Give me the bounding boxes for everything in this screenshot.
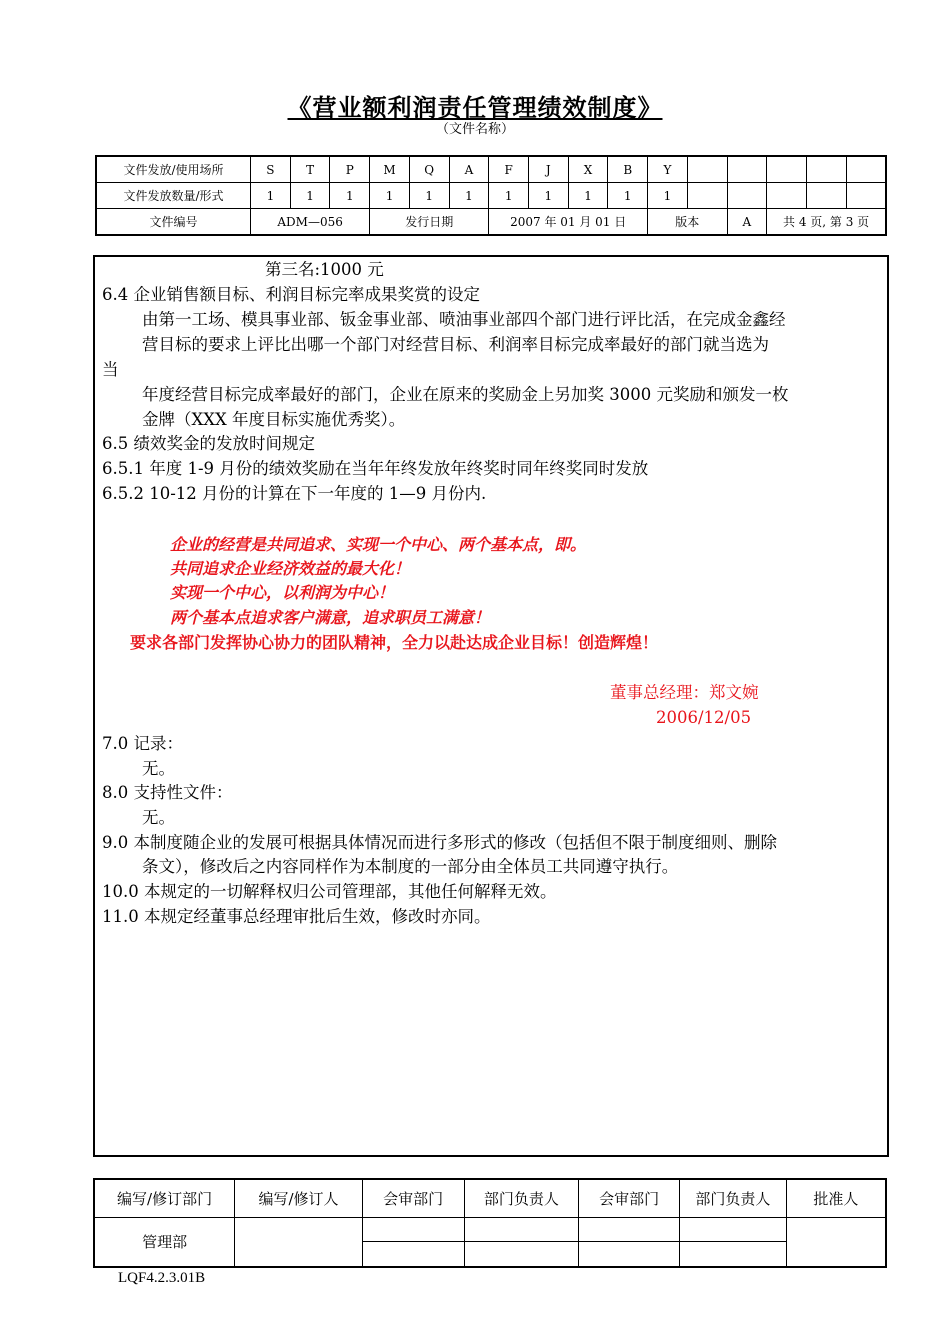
quantity-cell: 1 (528, 183, 568, 209)
body-line: 当 (102, 360, 119, 379)
edit-dept-value: 管理部 (94, 1217, 235, 1267)
slogan-line: 实现一个中心，以利润为中心！ (170, 583, 395, 602)
usage-cell (806, 156, 846, 183)
signature-cell (579, 1241, 680, 1267)
usage-cell: A (449, 156, 489, 183)
section-heading: 8.0 支持性文件： (102, 783, 233, 802)
section-heading: 6.4 企业销售额目标、利润目标完率成果奖赏的设定 (102, 285, 480, 304)
quantity-cell: 1 (290, 183, 330, 209)
body-line: 无。 (142, 808, 175, 827)
approval-header-row (94, 1179, 886, 1217)
header-review-dept-2: 会审部门 (579, 1179, 680, 1217)
signature-cell (679, 1241, 786, 1267)
quantity-label: 文件发放数量/形式 (96, 183, 251, 209)
usage-cell: S (251, 156, 291, 183)
quantity-cell: 1 (489, 183, 529, 209)
doc-number-label: 文件编号 (96, 209, 251, 236)
section-heading: 9.0 本制度随企业的发展可根据具体情况而进行多形式的修改（包括但不限于制度细则、删除 (102, 833, 777, 852)
usage-cell: X (568, 156, 608, 183)
page-count: 共 4 页, 第 3 页 (767, 209, 886, 236)
usage-cell: B (608, 156, 648, 183)
usage-label: 文件发放/使用场所 (96, 156, 251, 183)
document-subtitle: （文件名称） (435, 122, 514, 137)
quantity-cell: 1 (370, 183, 410, 209)
document-title-text: 《营业额利润责任管理绩效制度》 (287, 93, 663, 122)
quantity-cell: 1 (568, 183, 608, 209)
slogan-line: 两个基本点追求客户满意，追求职员工满意！ (170, 608, 491, 627)
signature-date: 2006/12/05 (656, 708, 752, 727)
signature-cell (579, 1217, 680, 1241)
usage-cell (687, 156, 727, 183)
header-review-dept: 会审部门 (362, 1179, 464, 1217)
quantity-cell (806, 183, 846, 209)
signature-cell (679, 1217, 786, 1241)
usage-row (96, 156, 886, 183)
usage-cell: Y (648, 156, 688, 183)
slogan-line: 企业的经营是共同追求、实现一个中心、两个基本点，即。 (170, 535, 587, 554)
quantity-cell (727, 183, 767, 209)
quantity-cell: 1 (608, 183, 648, 209)
quantity-cell: 1 (449, 183, 489, 209)
approval-table (93, 1178, 887, 1268)
section-heading: 11.0 本规定经董事总经理审批后生效，修改时亦同。 (102, 907, 491, 926)
body-line: 条文），修改后之内容同样作为本制度的一部分由全体员工共同遵守执行。 (142, 857, 679, 876)
usage-cell: F (489, 156, 529, 183)
section-heading: 10.0 本规定的一切解释权归公司管理部，其他任何解释无效。 (102, 882, 557, 901)
distribution-table (95, 155, 887, 236)
section-heading: 7.0 记录： (102, 734, 183, 753)
quantity-cell: 1 (251, 183, 291, 209)
header-dept-head-2: 部门负责人 (679, 1179, 786, 1217)
signature-name: 董事总经理：郑文婉 (610, 683, 759, 702)
body-line: 无。 (142, 759, 175, 778)
usage-cell: J (528, 156, 568, 183)
body-line: 年度经营目标完成率最好的部门，企业在原来的奖励金上另加奖 3000 元奖励和颁发一枚 (142, 385, 789, 404)
editor-cell (235, 1217, 363, 1267)
signature-cell (464, 1217, 579, 1241)
usage-cell (767, 156, 807, 183)
header-edit-dept: 编写/修订部门 (94, 1179, 235, 1217)
body-line: 第三名:1000 元 (265, 260, 384, 279)
quantity-cell (767, 183, 807, 209)
body-line: 由第一工场、模具事业部、钣金事业部、喷油事业部四个部门进行评比活，在完成金鑫经 (142, 310, 786, 329)
body-line: 金牌（XXX 年度目标实施优秀奖）。 (142, 410, 406, 429)
usage-cell (727, 156, 767, 183)
header-editor: 编写/修订人 (235, 1179, 363, 1217)
approver-cell (786, 1217, 886, 1267)
quantity-cell: 1 (409, 183, 449, 209)
issue-date-label: 发行日期 (370, 209, 489, 236)
approval-row (94, 1217, 886, 1241)
quantity-cell: 1 (648, 183, 688, 209)
form-code: LQF4.2.3.01B (118, 1270, 206, 1286)
slogan-line: 要求各部门发挥协心协力的团队精神，全力以赴达成企业目标！创造辉煌！ (130, 633, 659, 652)
body-line: 6.5.1 年度 1-9 月份的绩效奖励在当年年终发放年终奖时同年终奖同时发放 (102, 459, 649, 478)
version-label: 版本 (648, 209, 727, 236)
header-dept-head: 部门负责人 (464, 1179, 579, 1217)
usage-cell (846, 156, 886, 183)
header-approver: 批准人 (786, 1179, 886, 1217)
slogan-line: 共同追求企业经济效益的最大化！ (170, 559, 411, 578)
document-meta-row (96, 209, 886, 236)
quantity-cell (846, 183, 886, 209)
quantity-row (96, 183, 886, 209)
signature-cell (362, 1217, 464, 1241)
issue-date: 2007 年 01 月 01 日 (489, 209, 648, 236)
usage-cell: T (290, 156, 330, 183)
quantity-cell: 1 (330, 183, 370, 209)
usage-cell: Q (409, 156, 449, 183)
doc-number: ADM—056 (251, 209, 370, 236)
signature-cell (464, 1241, 579, 1267)
version-value: A (727, 209, 767, 236)
section-heading: 6.5 绩效奖金的发放时间规定 (102, 434, 315, 453)
signature-cell (362, 1241, 464, 1267)
body-line: 6.5.2 10-12 月份的计算在下一年度的 1—9 月份内. (102, 484, 487, 503)
usage-cell: P (330, 156, 370, 183)
usage-cell: M (370, 156, 410, 183)
body-line: 营目标的要求上评比出哪一个部门对经营目标、利润率目标完成率最好的部门就当选为 (142, 335, 769, 354)
quantity-cell (687, 183, 727, 209)
